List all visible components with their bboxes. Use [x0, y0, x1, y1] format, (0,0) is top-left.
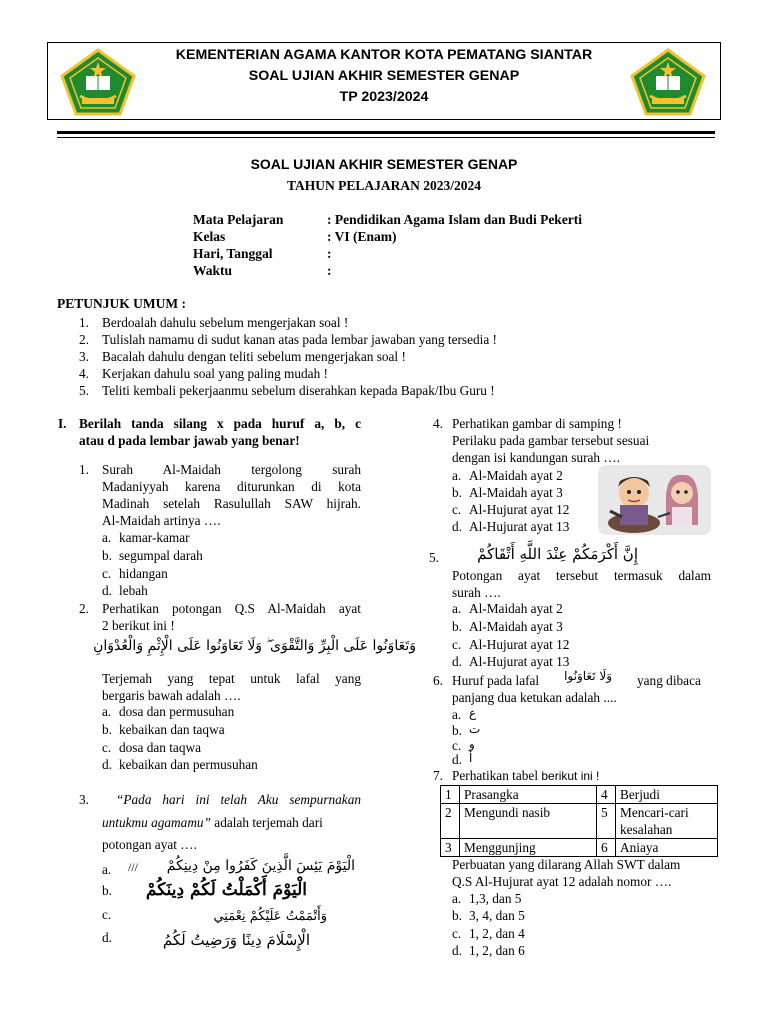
meta-label-time: Waktu	[193, 263, 233, 278]
exam-title: SOAL UJIAN AKHIR SEMESTER GENAP	[250, 156, 518, 172]
question-text: Madinah setelah Rasulullah SAW hijrah.	[102, 496, 361, 511]
option-text: Al-Hujurat ayat 13	[469, 654, 570, 669]
gossip-illustration	[598, 465, 711, 535]
instruction-text: Bacalah dahulu dengan teliti sebelum mengerjakan soal !	[102, 349, 406, 364]
meta-label-date: Hari, Tanggal	[193, 246, 273, 261]
question-text: Perhatikan potongan Q.S Al-Maidah ayat	[102, 601, 361, 616]
table-cell: 4	[597, 786, 616, 804]
letterhead-line1: KEMENTERIAN AGAMA KANTOR KOTA PEMATANG SIANTAR	[175, 47, 593, 63]
option-letter[interactable]: d.	[452, 654, 462, 669]
question-text: Surah Al-Maidah tergolong surah	[102, 462, 361, 477]
option-text: Al-Maidah ayat 2	[469, 601, 563, 616]
option-arabic-letter: ع	[469, 706, 477, 720]
option-letter[interactable]: b.	[452, 485, 462, 500]
option-letter[interactable]: b.	[452, 908, 462, 923]
table-cell: 5	[597, 804, 616, 839]
option-letter[interactable]: a.	[102, 530, 112, 545]
question-number: 5.	[429, 550, 439, 565]
meta-label-class: Kelas	[193, 229, 226, 244]
arabic-word: وَلَا تَعَاوَنُوا	[564, 669, 612, 683]
option-text: Al-Maidah ayat 2	[469, 468, 563, 483]
option-letter[interactable]: a.	[452, 707, 462, 722]
option-letter[interactable]: b.	[102, 883, 112, 898]
option-letter[interactable]: d.	[452, 943, 462, 958]
letterhead-line2: SOAL UJIAN AKHIR SEMESTER GENAP	[248, 68, 520, 84]
meta-label-subject: Mata Pelajaran	[193, 212, 284, 227]
option-text: kebaikan dan taqwa	[119, 722, 225, 737]
option-letter[interactable]: b.	[452, 619, 462, 634]
divider-thick	[57, 131, 715, 134]
option-text: lebah	[119, 583, 148, 598]
cross-mark: ///	[128, 860, 139, 874]
question-number: 7.	[433, 768, 443, 783]
question-text	[452, 767, 599, 785]
question-text: Perilaku pada gambar tersebut sesuai	[452, 433, 650, 448]
option-letter[interactable]: a.	[452, 891, 462, 906]
option-text: kebaikan dan permusuhan	[119, 757, 258, 772]
option-text: Al-Hujurat ayat 13	[469, 519, 570, 534]
instruction-text: Kerjakan dahulu soal yang paling mudah !	[102, 366, 328, 381]
meta-value-subject: : Pendidikan Agama Islam dan Budi Pekerti	[327, 212, 583, 227]
question-text: Terjemah yang tepat untuk lafal yang	[102, 671, 361, 686]
instruction-num: 5.	[79, 383, 89, 398]
instruction-num: 2.	[79, 332, 89, 347]
question-text	[102, 814, 361, 831]
instruction-num: 1.	[79, 315, 89, 330]
option-text: 1, 2, dan 4	[469, 926, 525, 941]
table-cell: Prasangka	[460, 786, 597, 804]
question-text: berikut ini !	[541, 769, 600, 783]
table-cell: Menggunjing	[460, 839, 597, 857]
arabic-verse: وَتَعَاوَنُوا عَلَى الْبِرِّ وَالتَّقْوَى ۖ وَلَا تَعَاوَنُوا عَلَى الْإِثْمِ وَالْعُدْوَانِ	[93, 638, 416, 654]
question-text: Potongan ayat tersebut termasuk dalam	[452, 568, 711, 583]
section-number: I.	[58, 416, 67, 431]
option-arabic-letter: ت	[469, 722, 481, 736]
table-cell: Mencari-cari kesalahan	[616, 804, 718, 839]
question-text: Perhatikan gambar di samping !	[452, 416, 622, 431]
table-row	[441, 839, 718, 857]
table-cell: 2	[441, 804, 460, 839]
question-text: bergaris bawah adalah ….	[102, 688, 241, 703]
instruction-text: Teliti kembali pekerjaanmu sebelum diserahkan kepada Bapak/Ibu Guru !	[102, 383, 495, 398]
option-letter[interactable]: c.	[102, 740, 112, 755]
option-text: segumpal darah	[119, 548, 203, 563]
arabic-option: الْيَوْمَ أَكْمَلْتُ لَكُمْ دِينَكُمْ	[145, 880, 307, 900]
table-row	[441, 786, 718, 804]
question-number: 1.	[79, 462, 89, 477]
option-text: 1, 2, dan 6	[469, 943, 525, 958]
option-text: 3, 4, dan 5	[469, 908, 525, 923]
option-text: Al-Hujurat ayat 12	[469, 502, 570, 517]
meta-value-class: : VI (Enam)	[327, 229, 397, 244]
question-number: 6.	[433, 673, 443, 688]
option-arabic-letter: أ	[469, 751, 473, 765]
table-cell: 1	[441, 786, 460, 804]
question-text: yang dibaca	[637, 673, 701, 688]
table-row	[441, 804, 718, 839]
section-instruction-line2: atau d pada lembar jawab yang benar!	[79, 433, 300, 448]
option-letter[interactable]: d.	[102, 930, 112, 945]
instruction-text: Tulislah namamu di sudut kanan atas pada lembar jawaban yang tersedia !	[102, 332, 497, 347]
question-text: Perhatikan tabel	[452, 768, 542, 783]
option-letter[interactable]: b.	[102, 722, 112, 737]
question-number: 3.	[79, 792, 89, 807]
letterhead-text	[148, 45, 620, 108]
section-instruction-line1: Berilah tanda silang x pada huruf a, b, c	[79, 416, 361, 431]
table-cell: Mengundi nasib	[460, 804, 597, 839]
kemenag-logo-left	[60, 48, 136, 116]
option-letter[interactable]: d.	[102, 757, 112, 772]
table-cell: Aniaya	[616, 839, 718, 857]
question-quote: “Pada hari ini telah Aku sempurnakan	[116, 792, 361, 807]
question-text: Al-Maidah artinya ….	[102, 513, 221, 528]
option-letter[interactable]: a.	[452, 601, 462, 616]
table-cell: 3	[441, 839, 460, 857]
option-letter[interactable]: d.	[452, 752, 462, 767]
table-cell: Berjudi	[616, 786, 718, 804]
divider-thin	[57, 137, 715, 138]
option-letter[interactable]: a.	[452, 468, 462, 483]
arabic-option: الْإِسْلَامَ دِينًا وَرَضِيتُ لَكُمُ	[162, 931, 310, 949]
question-text: Q.S Al-Hujurat ayat 12 adalah nomor ….	[452, 874, 672, 889]
question-quote: untukmu agamamu”	[102, 815, 211, 830]
option-text: dosa dan taqwa	[119, 740, 201, 755]
question-number: 4.	[433, 416, 443, 431]
option-letter[interactable]: c.	[102, 907, 112, 922]
option-text: kamar-kamar	[119, 530, 190, 545]
option-letter[interactable]: c.	[452, 738, 462, 753]
option-text: dosa dan permusuhan	[119, 704, 235, 719]
instructions-heading: PETUNJUK UMUM :	[57, 296, 186, 311]
option-text: Al-Maidah ayat 3	[469, 485, 563, 500]
question-text: adalah terjemah dari	[210, 815, 323, 830]
option-text: Al-Maidah ayat 3	[469, 619, 563, 634]
table-cell: 6	[597, 839, 616, 857]
letterhead-line3: TP 2023/2024	[339, 89, 429, 105]
question-text: 2 berikut ini !	[102, 618, 175, 633]
question-text: panjang dua ketukan adalah ....	[452, 690, 617, 705]
question-text: surah ….	[452, 585, 501, 600]
question-text: Huruf pada lafal	[452, 673, 540, 688]
option-letter[interactable]: d.	[452, 519, 462, 534]
instruction-text: Berdoalah dahulu sebelum mengerjakan soal !	[102, 315, 349, 330]
option-letter[interactable]: a.	[102, 704, 112, 719]
option-text: hidangan	[119, 566, 168, 581]
option-letter[interactable]: c.	[452, 637, 462, 652]
option-letter[interactable]: d.	[102, 583, 112, 598]
option-letter[interactable]: a.	[102, 862, 112, 877]
exam-year: TAHUN PELAJARAN 2023/2024	[286, 178, 481, 193]
letterhead	[47, 42, 721, 120]
arabic-verse: إِنَّ أَكْرَمَكُمْ عِنْدَ اللَّهِ أَتْقَاكُمْ	[477, 545, 638, 563]
instruction-num: 4.	[79, 366, 89, 381]
meta-value-date: :	[327, 246, 332, 261]
option-text: 1,3, dan 5	[469, 891, 522, 906]
option-letter[interactable]: c.	[452, 926, 462, 941]
meta-value-time: :	[327, 263, 332, 278]
kemenag-logo-right	[630, 48, 706, 116]
option-letter[interactable]: c.	[102, 566, 112, 581]
question-text: potongan ayat ….	[102, 837, 197, 852]
option-letter[interactable]: c.	[452, 502, 462, 517]
arabic-option: وَأَتْمَمْتُ عَلَيْكُمْ نِعْمَتِي	[213, 909, 327, 924]
option-arabic-letter: و	[469, 737, 475, 751]
option-letter[interactable]: b.	[452, 723, 462, 738]
question-text: Madaniyyah karena diturunkan di kota	[102, 479, 361, 494]
question-text: dengan isi kandungan surah ….	[452, 450, 621, 465]
instruction-num: 3.	[79, 349, 89, 364]
sins-table	[440, 785, 718, 857]
option-letter[interactable]: b.	[102, 548, 112, 563]
question-text: Perbuatan yang dilarang Allah SWT dalam	[452, 857, 681, 872]
arabic-option: الْيَوْمَ يَئِسَ الَّذِينَ كَفَرُوا مِنْ دِينِكُمْ	[166, 858, 355, 874]
option-text: Al-Hujurat ayat 12	[469, 637, 570, 652]
question-number: 2.	[79, 601, 89, 616]
